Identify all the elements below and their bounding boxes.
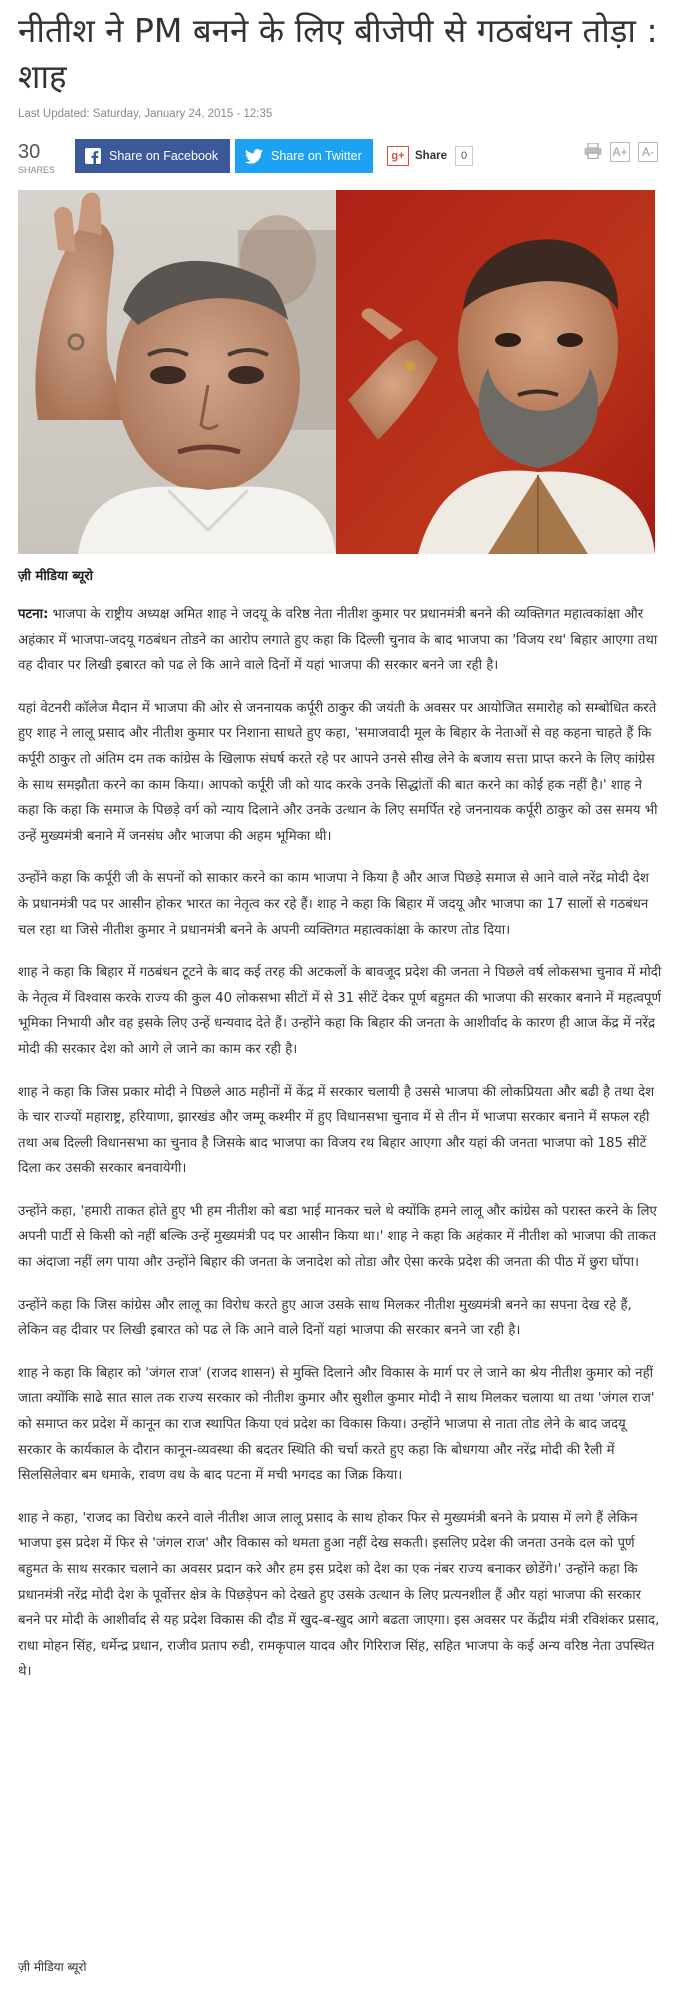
font-decrease-button[interactable]: A- — [638, 142, 658, 162]
twitter-icon — [245, 149, 263, 164]
share-on-twitter-button[interactable] — [235, 139, 373, 173]
facebook-icon — [85, 148, 101, 164]
article-paragraph: उन्होंने कहा, 'हमारी ताकत होते हुए भी हम नीतीश को बडा भाई मानकर चले थे क्योंकि हमने लालू और कांग्रेस को परास्त करने के लिए अपनी पार्टी से किसी को नहीं बल्कि उन्हें मुख्यमंत्री पद पर आसीन किया था।' शाह ने कहा कि अहंकार में नीतीश को भाजपा की ताकत का अंदाजा नहीं लग पाया और उन्होंने बिहार की जनता के जनादेश को तोडा और ऐसा करके प्रदेश की जनता की पीठ में छुरा घोंपा। — [18, 1203, 657, 1271]
font-increase-button[interactable]: A+ — [610, 142, 630, 162]
article-paragraph: यहां वेटनरी कॉलेज मैदान में भाजपा की ओर से जननायक कर्पूरी ठाकुर की जयंती के अवसर पर आयोजित समारोह को सम्बोधित करते हुए शाह ने लालू प्रसाद और नीतीश कुमार पर निशाना साधते हुए कहा, 'समाजवादी मूल के बिहार के नेताओं से वह कहना चाहते हैं कि कर्पूरी ठाकुर तो अंतिम दम तक कांग्रेस के खिलाफ संघर्ष करते रहे पर आपने उनसे सीख लेने के बजाय सत्ता प्राप्त करने के लिए कांग्रेस के साथ समझौता करने का काम किया। आपको कर्पूरी जी को याद करके उनके सिद्धांतों की बात करने का कोई हक नहीं है।' शाह ने कहा कि कहा कि समाज के पिछड़े वर्ग को न्याय दिलाने और उनके उत्थान के लिए समर्पित रहे जननायक कर्पूरी ठाकुर को उस समय भी उन्हें मुख्यमंत्री बनाने में जनसंघ और भाजपा की अहम भूमिका थी। — [18, 700, 658, 844]
share-on-twitter-label: Share on Twitter — [271, 149, 362, 163]
share-count-number: 30 — [18, 141, 41, 163]
google-plus-share-count: 0 — [455, 146, 473, 166]
article-paragraph: उन्होंने कहा कि जिस कांग्रेस और लालू का विरोध करते हुए आज उसके साथ मिलकर नीतीश मुख्यमंत्री बनने का सपना देख रहे हैं, लेकिन वह दीवार पर लिखी इबारत को पढ ले कि आने वाले दिनों यहां भाजपा की सरकार बनने जा रही है। — [18, 1297, 632, 1339]
article-paragraph: उन्होंने कहा कि कर्पूरी जी के सपनों को साकार करने का काम भाजपा ने किया है और आज पिछड़े समाज से आने वाले नरेंद्र मोदी देश के प्रधानमंत्री पद पर आसीन होकर भारत का नेतृत्व कर रहे हैं। शाह ने कहा कि बिहार में जदयू और भाजपा का 17 सालों से गठबंधन चल रहा था जिसे नीतीश कुमार ने प्रधानमंत्री बनने के अपनी व्यक्तिगत महात्वकांक्षा के कारण तोड दिया। — [18, 871, 649, 938]
footer-byline: ज़ी मीडिया ब्यूरो — [18, 1960, 87, 1974]
share-on-facebook-label: Share on Facebook — [109, 149, 219, 163]
article-paragraph: शाह ने कहा कि बिहार को 'जंगल राज' (राजद शासन) से मुक्ति दिलाने और विकास के मार्ग पर ले जाने का श्रेय नीतीश कुमार को नहीं जाता क्योंकि साढे सात साल तक राज्य सरकार को नीतीश कुमार और सुशील कुमार मोदी ने साथ मिलकर चलाया था तथा 'जंगल राज' को समाप्त कर प्रदेश में कानून का राज स्थापित किया एवं प्रदेश का विकास किया। उन्होंने भाजपा से नाता तोड लेने के बाद जदयू सरकार के कार्यकाल के दौरान कानून-व्यवस्था की बदतर स्थिति की चर्चा करते हुए कहा कि बोधगया और नरेंद्र मोदी की रैली में सिलसिलेवार बम धमाके, रावण वध के बाद पटना में मची भगदड का जिक्र किया। — [18, 1365, 655, 1484]
google-plus-icon: g+ — [387, 146, 409, 166]
article-body — [18, 602, 663, 1702]
byline: ज़ी मीडिया ब्यूरो — [18, 569, 94, 584]
article-paragraph: शाह ने कहा, 'राजद का विरोध करने वाले नीतीश आज लालू प्रसाद के साथ होकर फिर से मुख्यमंत्री बनने के प्रयास में लगे हैं लेकिन भाजपा इस प्रदेश में फिर से 'जंगल राज' और विकास को थमता हुआ नहीं देख सकती। इसलिए प्रदेश की जनता उनके दल को पूर्ण बहुमत के साथ सरकार चलाने का अवसर प्रदान करे और हम इस प्रदेश को देश का एक नंबर राज्य बनाकर छोडेंगे।' उन्होंने कहा कि प्रधानमंत्री नरेंद्र मोदी देश के पूर्वोत्तर क्षेत्र के पिछड़ेपन को देखते हुए उसके उत्थान के लिए प्रत्यनशील हैं और यहां भाजपा की सरकार बनने पर मोदी के आशीर्वाद से यह प्रदेश विकास की दौड में खुद-ब-खुद आगे बढता जाएगा। इस अवसर पर केंद्रीय मंत्री रविशंकर प्रसाद, राधा मोहन सिंह, धर्मेन्द्र प्रधान, राजीव प्रताप रुडी, रामकृपाल यादव और गिरिराज सिंह, सहित भाजपा के कई अन्य वरिष्ठ नेता उपस्थित थे। — [18, 1510, 660, 1680]
last-updated-timestamp: Last Updated: Saturday, January 24, 2015 - 12:35 — [18, 108, 273, 120]
article-paragraph: शाह ने कहा कि बिहार में गठबंधन टूटने के बाद कई तरह की अटकलों के बावजूद प्रदेश की जनता ने पिछले वर्ष लोकसभा चुनाव में मोदी के नेतृत्व में विश्वास करके राज्य की कुल 40 लोकसभा सीटों में से 31 सीटें देकर पूर्ण बहुमत की भाजपा की सरकार बनाने में महत्वपूर्ण भूमिका निभायी और वह इसके लिए उन्हें धन्यवाद देते हैं। उन्होंने कहा कि बिहार की जनता के आशीर्वाद के कारण ही आज केंद्र में नरेंद्र मोदी की सरकार देश को आगे ले जाने का काम कर रही है। — [18, 965, 662, 1057]
google-plus-share[interactable] — [387, 145, 473, 167]
article-photo-nitish-and-shah — [18, 190, 655, 554]
article-headline: नीतीश ने PM बनने के लिए बीजेपी से गठबंधन तोड़ा : शाह — [18, 11, 658, 96]
google-plus-share-label: Share — [415, 150, 447, 162]
share-count-label: SHARES — [18, 165, 56, 175]
share-toolbar — [18, 136, 658, 176]
share-on-facebook-button[interactable] — [75, 139, 230, 173]
dateline: पटना: — [18, 607, 49, 622]
article-paragraph: शाह ने कहा कि जिस प्रकार मोदी ने पिछले आठ महीनों में केंद्र में सरकार चलायी है उससे भाजपा की लोकप्रियता और बढी है तथा देश के चार राज्यों महाराष्ट्र, हरियाणा, झारखंड और जम्मू कश्मीर में हुए विधानसभा चुनाव में से तीन में भाजपा सरकार बनाने में सफल रही तथा अब दिल्ली विधानसभा का चुनाव है जिसके बाद भाजपा का विजय रथ बिहार आएगा और यहां की जनता भाजपा को 185 सीटें दिला कर उसकी सरकार बनवायेगी। — [18, 1084, 655, 1177]
share-count — [18, 142, 58, 175]
article-paragraph: पटना: भाजपा के राष्ट्रीय अध्यक्ष अमित शाह ने जदयू के वरिष्ठ नेता नीतीश कुमार पर प्रधानमंत्री बनने की व्यक्तिगत महात्वकांक्षा और अहंकार में भाजपा-जदयू गठबंधन तोडने का आरोप लगाते हुए कहा कि दिल्ली चुनाव के बाद भाजपा का 'विजय रथ' बिहार आएगा तथा वह दीवार पर लिखी इबारत को पढ ले कि आने वाले दिनों में यहां भाजपा की सरकार बनने जा रही है। — [18, 607, 658, 674]
article-tools — [584, 142, 658, 162]
print-icon[interactable] — [584, 143, 602, 162]
